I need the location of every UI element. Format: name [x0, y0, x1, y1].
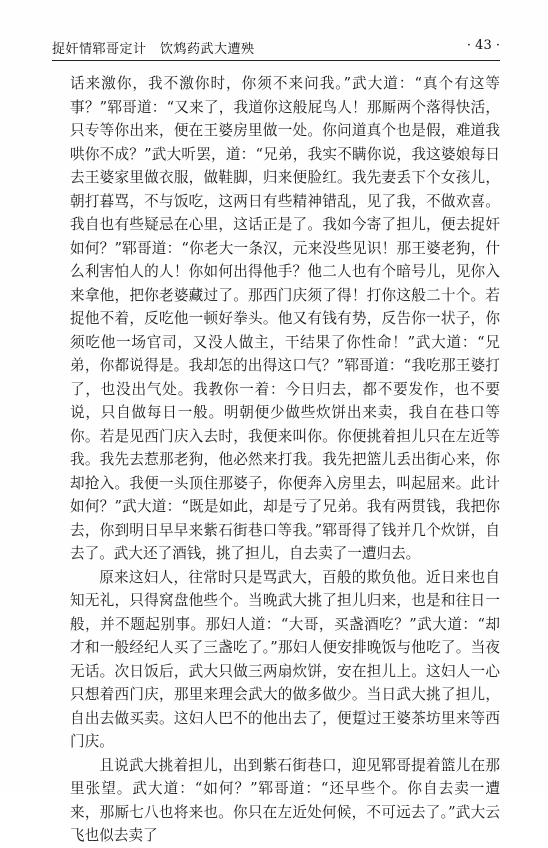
- page-number: · 43 ·: [466, 38, 500, 53]
- header-rule: [52, 60, 500, 61]
- chapter-title: 捉奸情郓哥定计 饮鸩药武大遭殃: [52, 42, 255, 57]
- paragraph: 且说武大挑着担儿，出到紫石街巷口，迎见郓哥提着篮儿在那里张望。武大道：“如何？”郓哥道：“还早些个。你自去卖一遭来，那厮七八也将来也。你只在左近处何候，不可远去了。”武大云飞也似去卖了: [70, 756, 500, 844]
- running-header: [52, 38, 500, 58]
- paragraph: 话来激你，我不激你时，你须不来问我。”武大道：“真个有这等事？”郓哥道：“又来了，我道你这般屁鸟人！那厮两个落得快活，只专等你出来，便在王婆房里做一处。你问道真个也是假，难道我哄你不成？”武大听罢，道：“兄弟，我实不瞒你说，我这婆娘每日去王婆家里做衣服，做鞋脚，归来便脸红。我先妻丢下个女孩儿，朝打暮骂，不与饭吃，这两日有些精神错乱，见了我，不做欢喜。我自也有些疑忌在心里，这话正是了。我如今寄了担儿，便去捉奸如何？”郓哥道：“你老大一条汉，元来没些见识！那王婆老狗，什么利害怕人的人！你如何出得他手？他二人也有个暗号儿，见你入来拿他，把你老婆藏过了。那西门庆须了得！打你这般二十个。若捉他不着，反吃他一顿好拳头。他又有钱有势，反告你一状子，你须吃他一场官司，又没人做主，干结果了你性命！”武大道：“兄弟，你都说得是。我却怎的出得这口气？”郓哥道：“我吃那王婆打了，也没出气处。我教你一着：今日归去，都不要发作，也不要说，只自做每日一般。明朝便少做些炊饼出来卖，我自在巷口等你。若是见西门庆入去时，我便来叫你。你便挑着担儿只在左近等我。我先去惹那老狗，他必然来打我。我先把篮儿丢出街心来，你却抢入。我便一头顶住那婆子，你便奔入房里去，叫起屈来。此计如何？”武大道：“既是如此，却是亏了兄弟。我有两贯钱，我把你去，你到明日早早来紫石街巷口等我。”郓哥得了钱并几个炊饼，自去了。武大还了酒钱，挑了担儿，自去卖了一遭归去。: [70, 75, 500, 562]
- paragraph: 原来这妇人，往常时只是骂武大，百般的欺负他。近日来也自知无礼，只得窝盘他些个。当晚武大挑了担儿归来，也是和往日一般，并不题起别事。那妇人道：“大哥，买盏酒吃？”武大道：“却才和一般经纪人买了三盏吃了。”那妇人便安排晚饭与他吃了。当夜无话。次日饭后，武大只做三两扇炊饼，安在担儿上。这妇人一心只想着西门庆，那里来理会武大的做多做少。当日武大挑了担儿，自出去做买卖。这妇人巴不的他出去了，便踅过王婆茶坊里来等西门庆。: [70, 568, 500, 750]
- body-text: [70, 72, 500, 848]
